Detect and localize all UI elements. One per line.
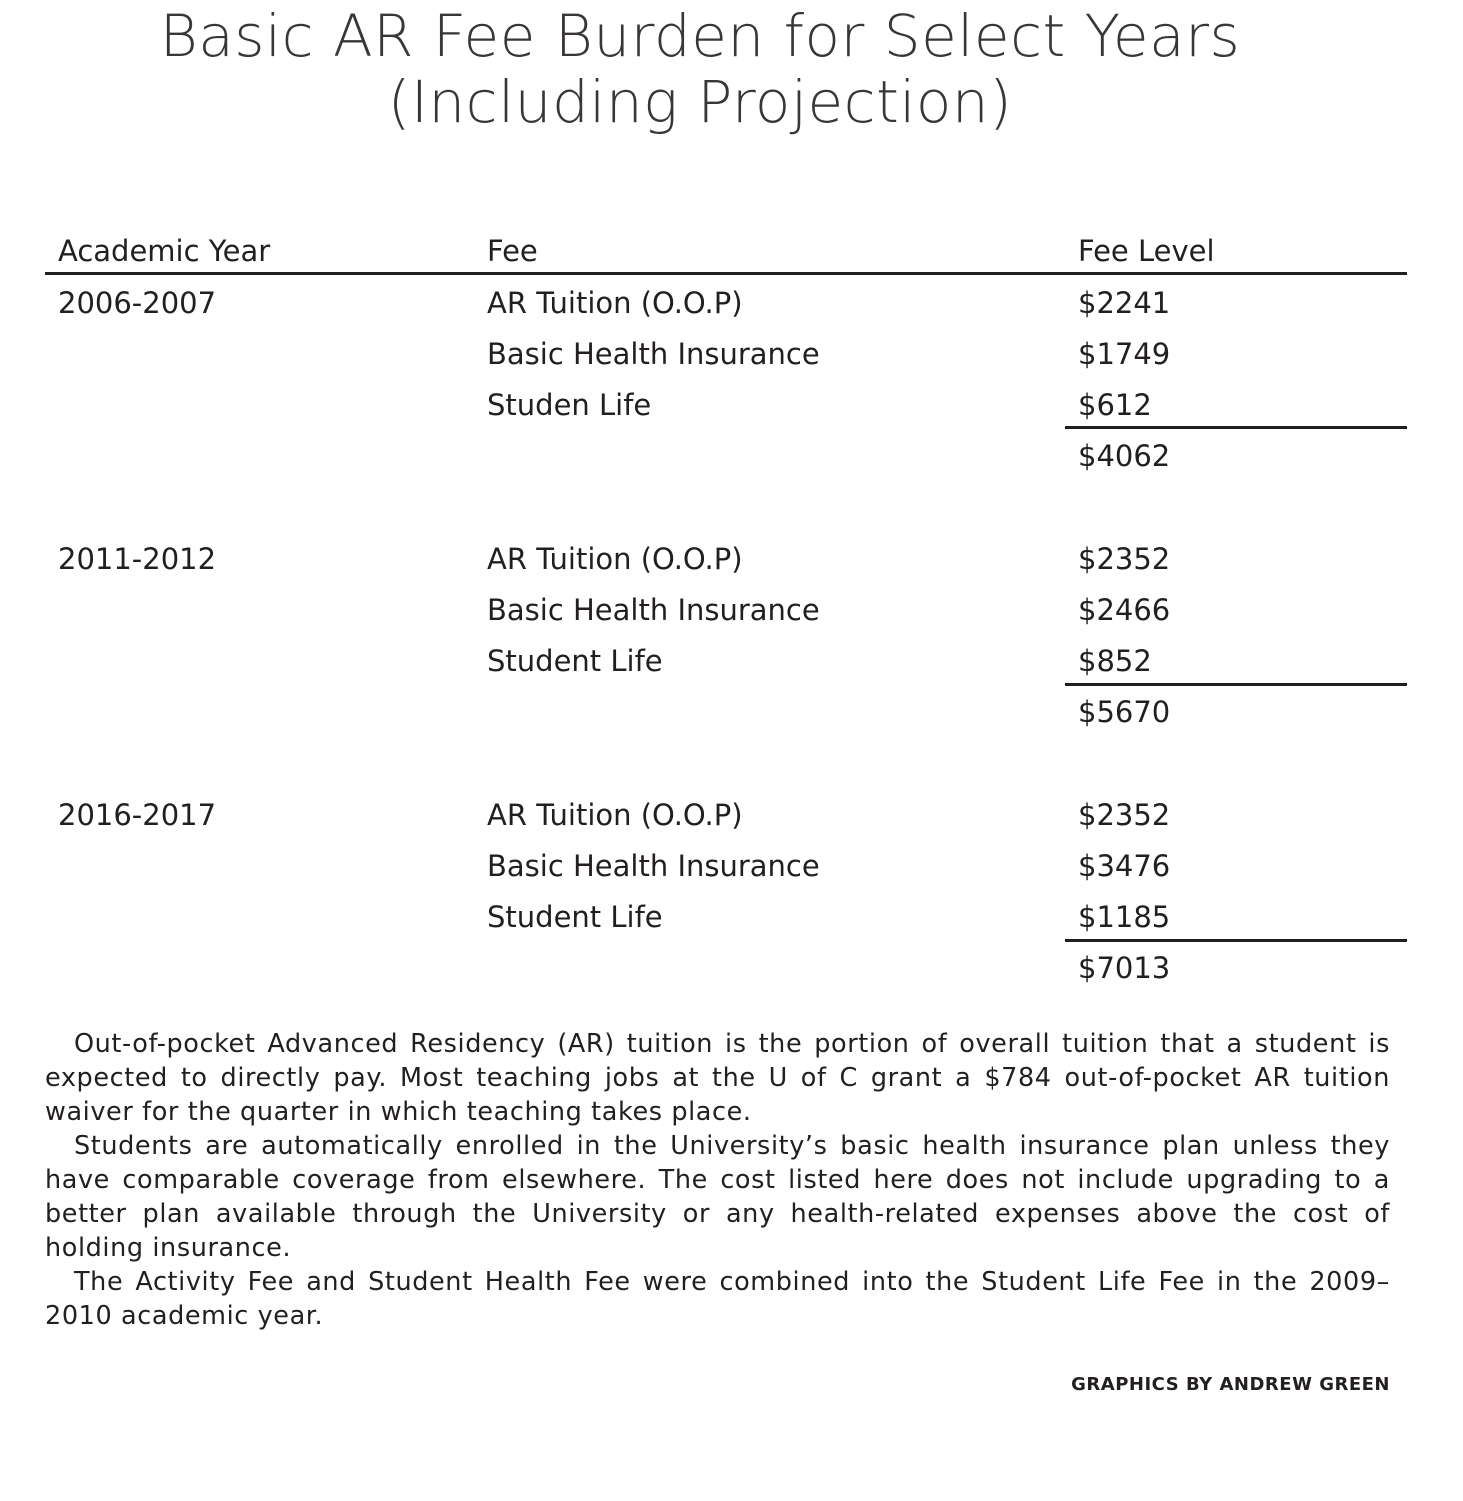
fee-total: $4062: [1078, 439, 1171, 473]
header-rule: [45, 272, 1407, 275]
group-year: 2006-2007: [58, 286, 217, 320]
fee-level: $2352: [1078, 542, 1171, 576]
fee-name: Basic Health Insurance: [487, 593, 820, 627]
fee-name: AR Tuition (O.O.P): [487, 286, 743, 320]
fee-name: Basic Health Insurance: [487, 337, 820, 371]
column-header-fee: Fee: [487, 234, 538, 268]
footnote-health-insurance: Students are automatically enrolled in the University’s basic health insurance plan unless they have comparable coverage from elsewhere. The cost listed here does not include upgrading to a better plan available through the University or any health-related expenses above the cost of holding insurance.: [45, 1131, 1390, 1263]
graphics-credit: GRAPHICS BY ANDREW GREEN: [1071, 1374, 1390, 1395]
fee-level: $3476: [1078, 849, 1171, 883]
fee-level: $2352: [1078, 798, 1171, 832]
fee-level: $2241: [1078, 286, 1171, 320]
column-header-academic-year: Academic Year: [58, 234, 271, 268]
fee-level: $1185: [1078, 900, 1171, 934]
page-title: Basic AR Fee Burden for Select Years: [159, 2, 1241, 70]
fee-level: $2466: [1078, 593, 1171, 627]
group-year: 2016-2017: [58, 798, 217, 832]
fee-total: $7013: [1078, 951, 1171, 985]
fee-name: AR Tuition (O.O.P): [487, 798, 743, 832]
fee-name: Studen Life: [487, 388, 652, 422]
footnote-student-life: The Activity Fee and Student Health Fee were combined into the Student Life Fee in the 2009–2010 academic year.: [45, 1267, 1390, 1331]
fee-name: Basic Health Insurance: [487, 849, 820, 883]
footnotes: [45, 1027, 1390, 1333]
fee-total: $5670: [1078, 695, 1171, 729]
column-header-fee-level: Fee Level: [1078, 234, 1215, 268]
subtotal-rule: [1065, 426, 1407, 429]
subtotal-rule: [1065, 683, 1407, 686]
page-subtitle: (Including Projection): [387, 68, 1013, 136]
fee-level: $852: [1078, 644, 1152, 678]
footnote-tuition: Out-of-pocket Advanced Residency (AR) tuition is the portion of overall tuition that a student is expected to directly pay. Most teaching jobs at the U of C grant a $784 out-of-pocket AR tuition waiver for the quarter in which teaching takes place.: [45, 1029, 1390, 1127]
fee-name: Student Life: [487, 900, 663, 934]
fee-level: $1749: [1078, 337, 1171, 371]
fee-level: $612: [1078, 388, 1152, 422]
fee-name: AR Tuition (O.O.P): [487, 542, 743, 576]
group-year: 2011-2012: [58, 542, 217, 576]
subtotal-rule: [1065, 939, 1407, 942]
fee-name: Student Life: [487, 644, 663, 678]
